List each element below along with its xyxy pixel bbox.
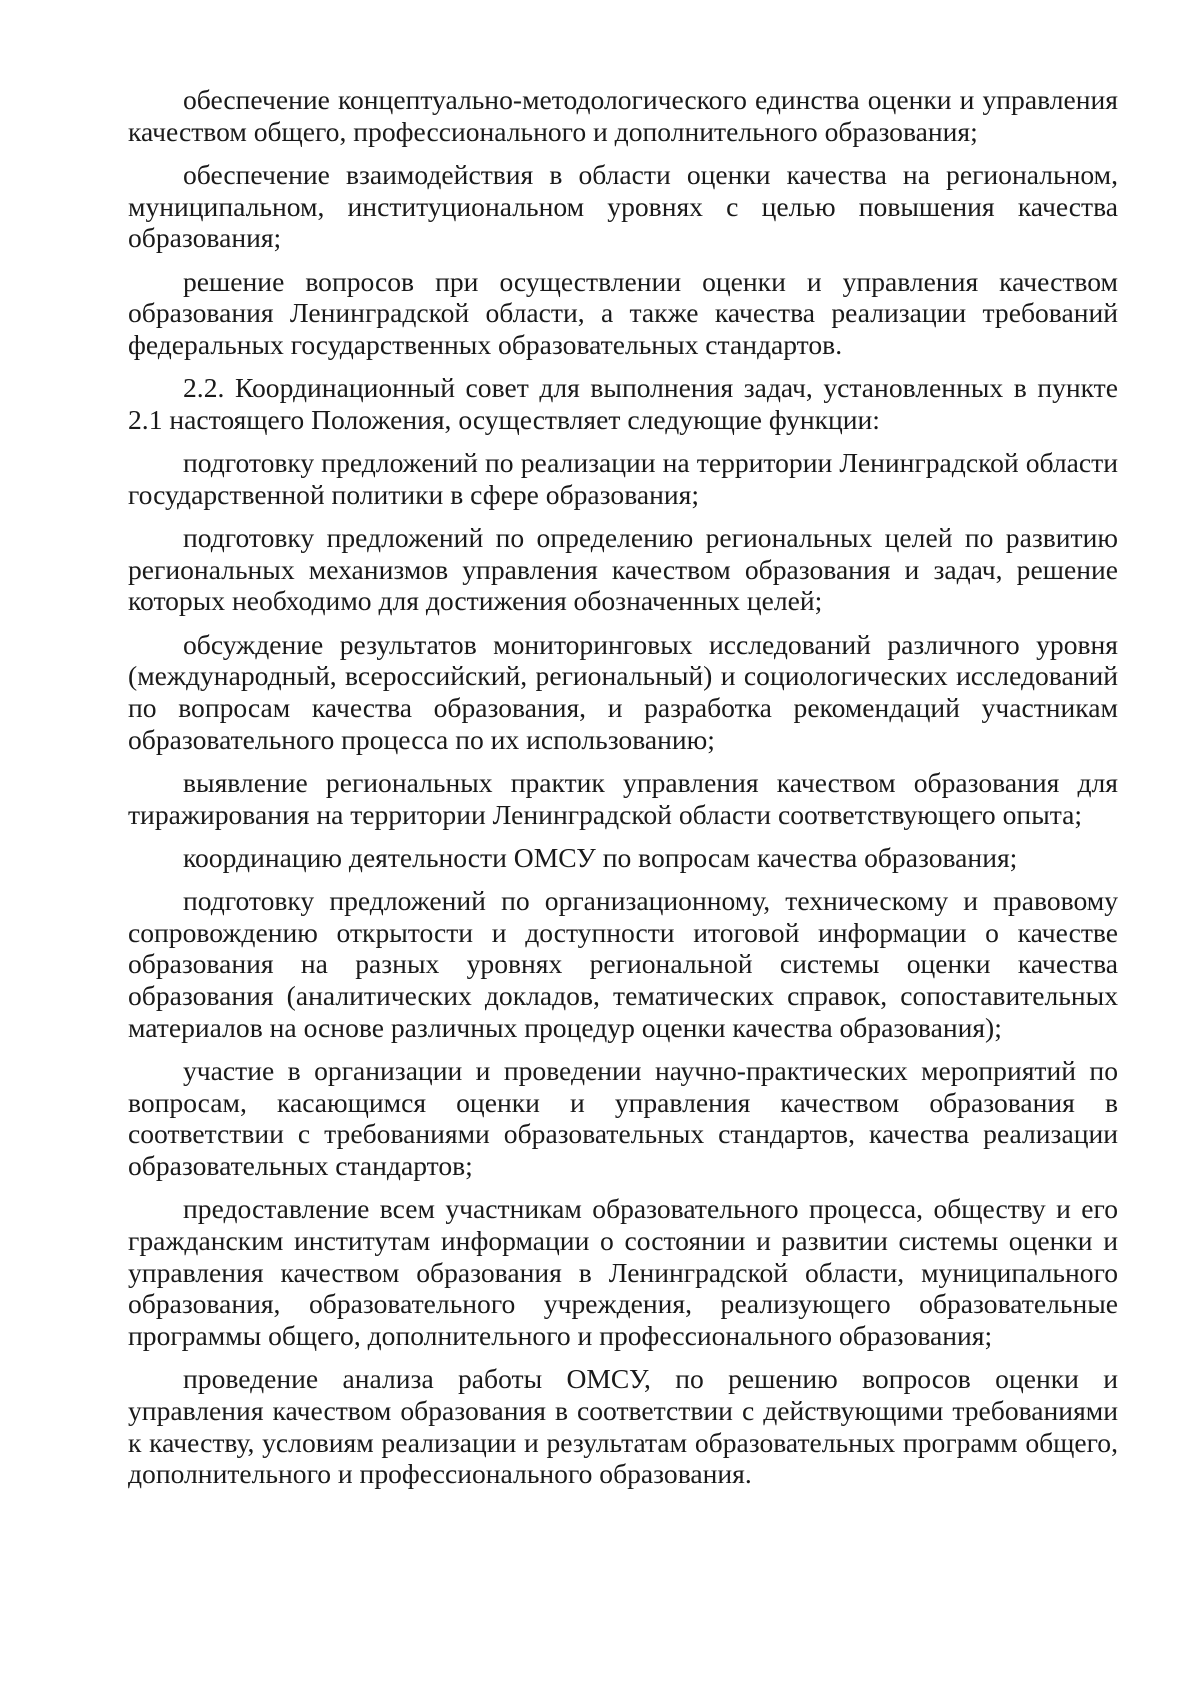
paragraph-10: подготовку предложений по организационному, техническому и правовому сопровождению открытости и доступности итоговой информации о качестве образования на разных уровнях региональной системы оценки качества образования (аналитических докладов, тематических справок, сопоставительных материалов на основе различных процедур оценки качества образования);	[128, 884, 1118, 1043]
paragraph-12: предоставление всем участникам образовательного процесса, обществу и его гражданским институтам информации о состоянии и развитии системы оценки и управления качеством образования в Ленинградской области, муниципального образования, образовательного учреждения, реализующего образовательные программы общего, дополнительного и профессионального образования;	[128, 1193, 1118, 1352]
paragraph-2: обеспечение взаимодействия в области оценки качества на региональном, муниципальном, институциональном уровнях с целью повышения качества образования;	[128, 158, 1118, 254]
paragraph-11: участие в организации и проведении научно-практических мероприятий по вопросам, касающимся оценки и управления качеством образования в соответствии с требованиями образовательных стандартов, качества реализации образовательных стандартов;	[128, 1054, 1118, 1182]
paragraph-7: обсуждение результатов мониторинговых исследований различного уровня (международный, всероссийский, региональный) и социологических исследований по вопросам качества образования, и разработка рекомендаций участникам образовательного процесса по их использованию;	[128, 628, 1118, 755]
paragraph-1: обеспечение концептуально-методологического единства оценки и управления качеством общего, профессионального и дополнительного образования;	[128, 84, 1118, 147]
paragraph-9: координацию деятельности ОМСУ по вопросам качества образования;	[183, 841, 1018, 873]
paragraph-13: проведение анализа работы ОМСУ, по решению вопросов оценки и управления качеством образования в соответствии с действующими требованиями к качеству, условиям реализации и результатам образовательных программ общего, дополнительного и профессионального образования.	[128, 1363, 1118, 1490]
paragraph-6: подготовку предложений по определению региональных целей по развитию региональных механизмов управления качеством образования и задач, решение которых необходимо для достижения обозначенных целей;	[128, 521, 1118, 617]
paragraph-5: подготовку предложений по реализации на территории Ленинградской области государственной политики в сфере образования;	[128, 447, 1118, 510]
paragraph-8: выявление региональных практик управления качеством образования для тиражирования на территории Ленинградской области соответствующего опыта;	[128, 766, 1118, 830]
paragraph-3: решение вопросов при осуществлении оценки и управления качеством образования Ленинградской области, а также качества реализации требований федеральных государственных образовательных стандартов.	[128, 265, 1118, 360]
document-page	[128, 84, 1118, 1502]
paragraph-4: 2.2. Координационный совет для выполнения задач, установленных в пункте 2.1 настоящего Положения, осуществляет следующие функции:	[128, 372, 1118, 435]
